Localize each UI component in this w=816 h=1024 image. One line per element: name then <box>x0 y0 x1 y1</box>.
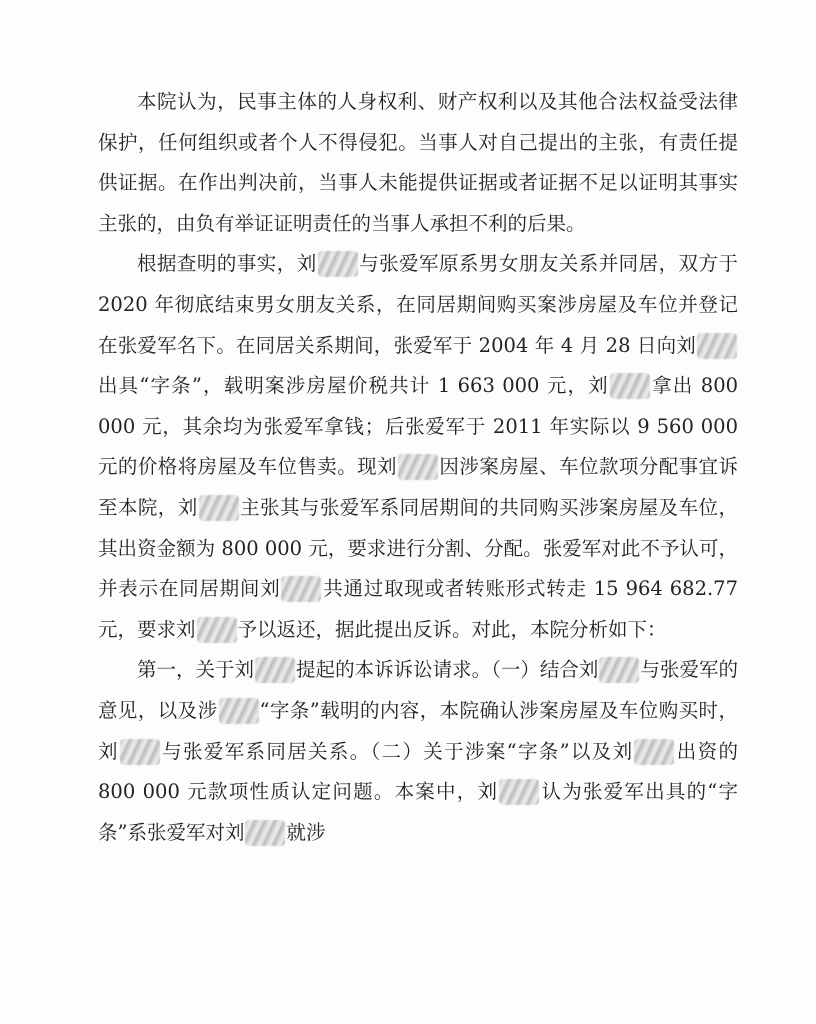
redaction-mark <box>398 454 438 480</box>
text-segment: 认为张爱军出具的“字条”系张爱军对刘 <box>98 780 738 844</box>
text-segment: 与张爱军原系男女朋友关系并同居，双方于 2020 年彻底结束男女朋友关系，在同居期间购买案涉房屋及车位并登记在张爱军名下。在同居关系期间，张爱军于 2004 年 4 月 28 日向刘 <box>98 252 738 357</box>
paragraph-facts <box>98 244 738 650</box>
text-segment: 根据查明的事实，刘 <box>137 252 317 276</box>
text-segment: 予以返还，据此提出反诉。对此，本院分析如下： <box>237 617 667 641</box>
text-segment: 本院认为，民事主体的人身权利、财产权利以及其他合法权益受法律保护，任何组织或者个人不得侵犯。当事人对自己提出的主张，有责任提供证据。在作出判决前，当事人未能提供证据或者证据不足以证明其事实主张的，由负有举证证明责任的当事人承担不利的后果。 <box>98 90 738 235</box>
text-segment: 出具“字条”，载明案涉房屋价税共计 1 663 000 元，刘 <box>98 374 609 398</box>
text-segment: 提起的本诉诉讼请求。（一）结合刘 <box>296 658 599 682</box>
text-segment: 出资的 800 000 元款项性质认定问题。本案中，刘 <box>98 739 738 804</box>
redaction-mark <box>199 495 239 521</box>
redaction-mark <box>219 698 259 724</box>
text-segment: 共通过取现或者转账形式转走 15 964 682.77 元，要求刘 <box>98 577 738 641</box>
text-segment: 第一，关于刘 <box>137 658 255 682</box>
redaction-mark <box>634 739 674 765</box>
redaction-mark <box>197 617 237 643</box>
judgment-text <box>98 82 738 853</box>
text-segment: “字条”载明的内容，本院确认涉案房屋及车位购买时，刘 <box>98 698 738 763</box>
redaction-mark <box>120 739 160 765</box>
redaction-mark <box>499 779 539 805</box>
text-segment: 因涉案房屋、车位款项分配事宜诉至本院，刘 <box>98 455 738 519</box>
text-segment: 就涉 <box>286 820 326 844</box>
redaction-mark <box>281 576 321 602</box>
text-segment: 主张其与张爱军系同居期间的共同购买涉案房屋及车位，其出资金额为 800 000 元，要求进行分割、分配。张爱军对此不予认可，并表示在同居期间刘 <box>98 495 738 601</box>
paragraph-court-opinion <box>98 82 738 244</box>
redaction-mark <box>697 333 737 359</box>
redaction-mark <box>245 820 285 846</box>
text-segment: 与张爱军系同居关系。（二）关于涉案“字条”以及刘 <box>160 739 634 763</box>
redaction-mark <box>318 251 358 277</box>
redaction-mark <box>599 657 639 683</box>
text-segment: 拿出 800 000 元，其余均为张爱军拿钱；后张爱军于 2011 年实际以 9 560 000 元的价格将房屋及车位售卖。现刘 <box>98 374 739 479</box>
redaction-mark <box>610 373 650 399</box>
text-segment: 与张爱军的意见，以及涉 <box>98 658 738 722</box>
redaction-mark <box>255 657 295 683</box>
paragraph-analysis <box>98 650 738 853</box>
